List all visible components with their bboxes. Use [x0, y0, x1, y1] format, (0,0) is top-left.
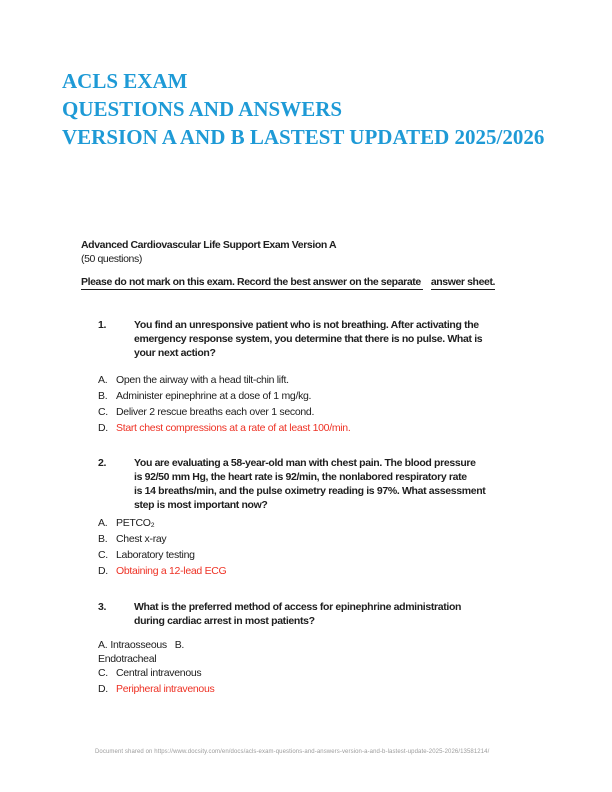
answer-option	[98, 421, 350, 435]
question-text-line: during cardiac arrest in most patients?	[134, 615, 315, 627]
question-text-line: You are evaluating a 58-year-old man with chest pain. The blood pressure	[134, 457, 476, 469]
title-line: VERSION A AND B LASTEST UPDATED 2025/2026	[62, 125, 545, 149]
option-label: A.	[98, 639, 108, 651]
option-text: Chest x-ray	[116, 533, 167, 545]
answer-options-question-3	[98, 638, 214, 698]
question-text-line: is 92/50 mm Hg, the heart rate is 92/min, the nonlabored respiratory rate	[134, 471, 467, 483]
option-text: Central intravenous	[116, 667, 202, 679]
question-text-line: What is the preferred method of access for epinephrine administration	[134, 601, 462, 613]
option-label: A.	[98, 374, 108, 386]
option-label: B.	[98, 390, 108, 402]
footer-share-note: Document shared on https://www.docsity.com/en/docs/acls-exam-questions-and-answers-version-a-and-b-lastest-update-2025-2026/13581214/	[95, 749, 490, 755]
correct-answer-text: Obtaining a 12-lead ECG	[116, 565, 227, 577]
answer-options-question-2	[98, 516, 226, 580]
question-text-line: step is most important now?	[134, 499, 268, 511]
answer-option	[98, 652, 214, 666]
answer-option	[98, 389, 350, 403]
exam-header	[81, 239, 336, 266]
question-text	[134, 456, 485, 512]
answer-option	[98, 638, 214, 652]
option-label: C.	[98, 406, 108, 418]
option-text: PETCO₂	[116, 517, 155, 529]
document-title	[62, 67, 544, 151]
answer-option	[98, 682, 214, 696]
option-label: D.	[98, 422, 108, 434]
answer-option	[98, 532, 226, 546]
question-number: 1.	[98, 319, 107, 331]
option-label: C.	[98, 549, 108, 561]
question-1	[98, 318, 482, 360]
answer-option	[98, 666, 214, 680]
question-text-line: emergency response system, you determine that there is no pulse. What is	[134, 333, 483, 345]
option-text: Administer epinephrine at a dose of 1 mg/kg.	[116, 390, 312, 402]
title-line: QUESTIONS AND ANSWERS	[62, 97, 343, 121]
question-text-line: is 14 breaths/min, and the pulse oximetry reading is 97%. What assessment	[134, 485, 486, 497]
option-text: Intraosseous B.	[110, 639, 185, 651]
question-text-line: your next action?	[134, 347, 216, 359]
instructions-part-1: Please do not mark on this exam. Record the best answer on the separate	[81, 276, 421, 288]
question-count-note: (50 questions)	[81, 252, 142, 265]
question-text-line: You find an unresponsive patient who is not breathing. After activating the	[134, 319, 479, 331]
correct-answer-text: Start chest compressions at a rate of at least 100/min.	[116, 422, 351, 434]
option-text: Endotracheal	[98, 653, 157, 665]
option-text: Laboratory testing	[116, 549, 195, 561]
option-label: C.	[98, 667, 108, 679]
option-label: D.	[98, 565, 108, 577]
question-3	[98, 600, 461, 628]
correct-answer-text: Peripheral intravenous	[116, 683, 215, 695]
answer-option	[98, 405, 350, 419]
option-text: Deliver 2 rescue breaths each over 1 second.	[116, 406, 315, 418]
option-text: Open the airway with a head tilt-chin lift.	[116, 374, 289, 386]
answer-option	[98, 516, 226, 530]
question-number: 3.	[98, 601, 107, 613]
instructions-part-2: answer sheet.	[430, 276, 496, 288]
option-label: D.	[98, 683, 108, 695]
option-label: B.	[98, 533, 108, 545]
answer-option	[98, 564, 226, 578]
answer-options-question-1	[98, 373, 350, 437]
option-label: A.	[98, 517, 108, 529]
question-text	[134, 318, 482, 360]
answer-option	[98, 548, 226, 562]
title-line: ACLS EXAM	[62, 69, 188, 93]
answer-option	[98, 373, 350, 387]
exam-instructions	[81, 276, 495, 290]
question-number: 2.	[98, 457, 107, 469]
question-text	[134, 600, 461, 628]
question-2	[98, 456, 485, 512]
exam-subtitle: Advanced Cardiovascular Life Support Exam Version A	[81, 239, 337, 251]
